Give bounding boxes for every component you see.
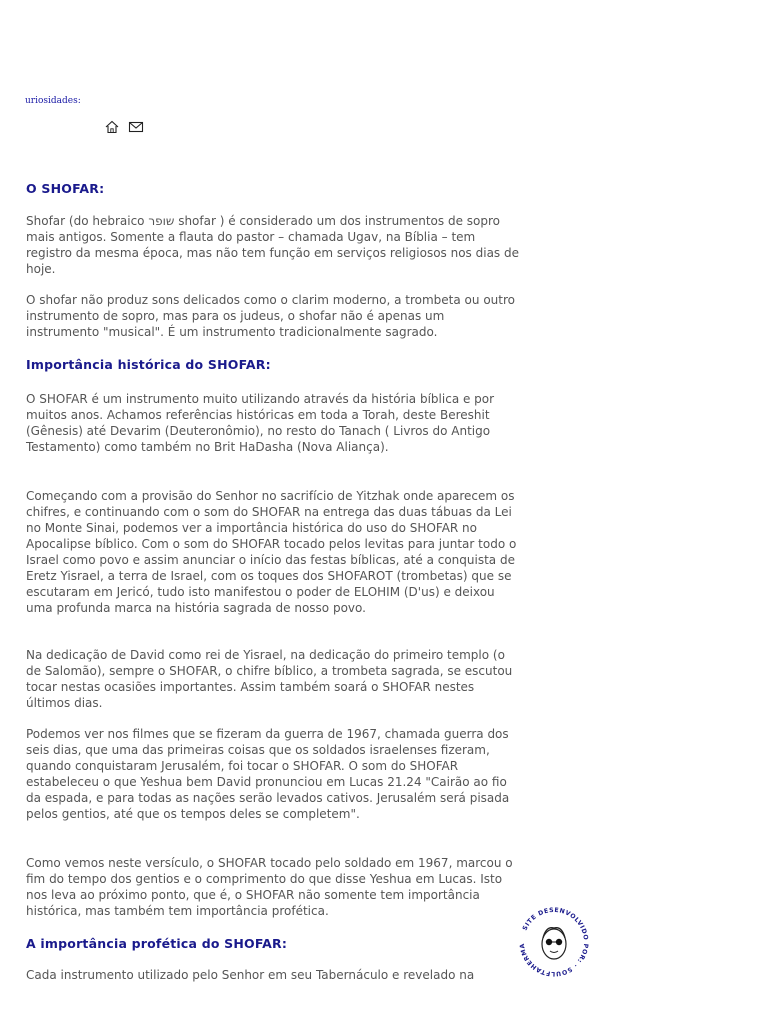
intro-paragraph: O shofar não produz sons delicados como o clarim moderno, a trombeta ou outro instrumento de sopro, mas para os judeus, o shofar não é apenas um instrumento "musical". É um instrumento tradicionalmente sagrado.	[26, 293, 515, 339]
developer-stamp-logo[interactable]	[516, 904, 592, 980]
intro-paragraph: Shofar (do hebraico שופר shofar ) é considerado um dos instrumentos de sopro mais antigos. Somente a flauta do pastor – chamada Ugav, na Bíblia – tem registro da mesma época, mas não tem função em serviços religiosos nos dias de hoje.	[26, 214, 519, 276]
home-icon[interactable]	[104, 119, 120, 133]
prophetic-paragraph: Cada instrumento utilizado pelo Senhor em seu Tabernáculo e revelado na	[26, 968, 475, 982]
header-icons	[104, 119, 144, 133]
history-paragraph: O SHOFAR é um instrumento muito utilizando através da história bíblica e por muitos anos. Achamos referências históricas em toda a Torah, deste Bereshit (Gênesis) até Devarim (Deuteronômio), no resto do Tanach ( Livros do Antigo Testamento) como também no Brit HaDasha (Nova Aliança).	[26, 392, 495, 454]
face-icon	[542, 928, 566, 959]
page-title: O SHOFAR:	[26, 181, 105, 196]
svg-text:SITE DESENVOLVIDO POR: · SOULF: SITE DESENVOLVIDO POR: · SOULFTAHERMA	[518, 906, 590, 978]
section-heading-profetica: A importância profética do SHOFAR:	[26, 936, 288, 951]
history-paragraph: Começando com a provisão do Senhor no sacrifício de Yitzhak onde aparecem os chifres, e continuando com o som do SHOFAR na entrega das duas tábuas da Lei no Monte Sinai, podemos ver a importância histórica do uso do SHOFAR no Apocalipse bíblico. Com o som do SHOFAR tocado pelos levitas para juntar todo o Israel como povo e assim anunciar o início das festas bíblicas, até a conquista de Eretz Yisrael, a terra de Israel, com os toques dos SHOFAROT (trombetas) que se escutaram em Jericó, tudo isto manifestou o poder de ELOHIM (D'us) e deixou uma profunda marca na história sagrada de nosso povo.	[26, 489, 517, 615]
history-paragraph: Na dedicação de David como rei de Yisrael, na dedicação do primeiro templo (o de Salomão), sempre o SHOFAR, o chifre bíblico, a trombeta sagrada, se escutou tocar nestas ocasiões importantes. Assim também soará o SHOFAR nestes últimos dias.	[26, 648, 513, 710]
history-paragraph: Podemos ver nos filmes que se fizeram da guerra de 1967, chamada guerra dos seis dias, que uma das primeiras coisas que os soldados israelenses fizeram, quando conquistaram Jerusalém, foi tocar o SHOFAR. O som do SHOFAR estabeleceu o que Yeshua bem David pronunciou em Lucas 21.24 "Cairão ao fio da espada, e para todas as nações serão levados cativos. Jerusalém será pisada pelos gentios, até que os tempos deles se completem".	[26, 727, 510, 821]
mail-icon[interactable]	[128, 119, 144, 133]
history-paragraph: Como vemos neste versículo, o SHOFAR tocado pelo soldado em 1967, marcou o fim do tempo dos gentios e o comprimento do que disse Yeshua em Lucas. Isto nos leva ao próximo ponto, que é, o SHOFAR não somente tem importância histórica, mas também tem importância profética.	[26, 856, 513, 918]
breadcrumb[interactable]: uriosidades:	[25, 96, 81, 106]
section-heading-historica: Importância histórica do SHOFAR:	[26, 357, 271, 372]
